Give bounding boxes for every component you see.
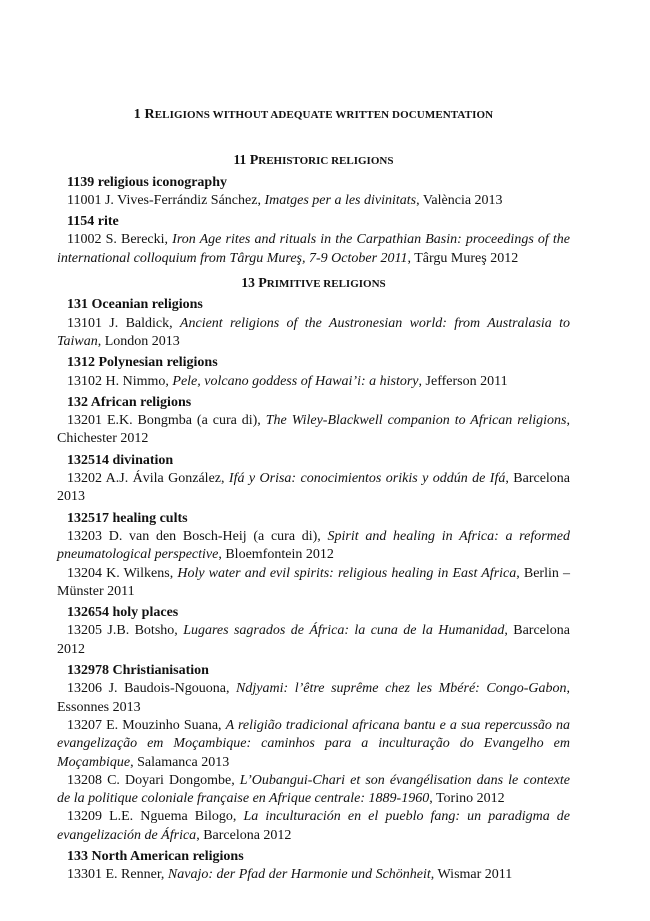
bibliography-entry	[57, 866, 570, 884]
subject-heading: 131 Oceanian religions	[67, 297, 203, 313]
subject-heading: 132 African religions	[67, 394, 192, 410]
section-title-initial: P	[249, 153, 259, 169]
entry-publication: , Chichester 2012	[57, 413, 570, 447]
entry-title: A religião tradicional africana bantu e a sua repercussão na evangelização em Moçambique: caminhos para a inculturação do Evangelho em Moçambique	[57, 717, 570, 770]
entry-publication: , Bloemfontein 2012	[218, 547, 334, 563]
entry-title: Iron Age rites and rituals in the Carpathian Basin: proceedings of the international colloquium from Târgu Mureş, 7-9 October 2011	[57, 232, 570, 266]
bibliography-entry	[57, 528, 570, 565]
subject-heading: 133 North American religions	[67, 848, 244, 864]
entry-author: 13207 E. Mouzinho Suana,	[67, 717, 226, 733]
bibliography-entry	[57, 470, 570, 507]
entry-publication: , València 2013	[416, 192, 503, 208]
entry-title: Ifá y Orisa: conocimientos orikis y oddún de Ifá	[228, 471, 506, 487]
subject-heading: 1154 rite	[67, 214, 119, 230]
sections-container	[57, 151, 570, 884]
chapter-title-initial: R	[144, 107, 155, 122]
entry-publication: , Barcelona 2012	[57, 623, 570, 657]
bibliography-entry	[57, 717, 570, 772]
document-page	[57, 106, 570, 885]
section-title-rest: RIMITIVE RELIGIONS	[266, 278, 386, 291]
entry-title: Spirit and healing in Africa: a reformed pneumatological perspective	[57, 528, 570, 563]
entry-title: La inculturación en el pueblo fang: un paradigma de evangelización de África	[57, 809, 570, 843]
subject-heading: 132654 holy places	[67, 605, 179, 621]
entry-publication: , Essonnes 2013	[57, 681, 571, 715]
entry-title: Ancient religions of the Austronesian world: from Australasia to Taiwan	[57, 315, 570, 349]
subject-heading: 132978 Christianisation	[67, 663, 209, 679]
entry-author: 11002 S. Berecki,	[67, 232, 173, 248]
entry-author: 13208 C. Doyari Dongombe,	[67, 772, 240, 788]
entry-author: 11001 J. Vives-Ferrándiz Sánchez,	[67, 192, 265, 208]
chapter-number: 1	[133, 107, 141, 122]
entry-publication: , Jefferson 2011	[418, 373, 508, 389]
entry-publication: , Barcelona 2012	[196, 827, 292, 843]
subject-heading: 1312 Polynesian religions	[67, 355, 218, 371]
section-title	[57, 151, 570, 170]
entry-publication: , Târgu Mureş 2012	[407, 250, 519, 266]
entry-author: 13301 E. Renner,	[67, 867, 168, 883]
subject-heading: 1139 religious iconography	[67, 174, 227, 190]
entry-author: 13202 A.J. Ávila González,	[67, 471, 229, 487]
subject-heading: 132517 healing cults	[67, 510, 188, 526]
entry-author: 13204 K. Wilkens,	[67, 565, 178, 581]
entry-title: L’Oubangui-Chari et son évangélisation dans le contexte de la politique coloniale française en Afrique centrale: 1889-1960	[57, 772, 570, 807]
entry-title: Ndjyami: l’être suprême chez les Mbéré: Congo-Gabon	[236, 681, 567, 697]
section-number: 11	[233, 152, 247, 168]
subject-heading: 132514 divination	[67, 452, 174, 468]
entry-author: 13206 J. Baudois-Ngouona,	[67, 681, 237, 697]
bibliography-entry	[57, 565, 570, 602]
bibliography-entry	[57, 373, 570, 391]
entry-author: 13205 J.B. Botsho,	[67, 623, 184, 639]
section-title-rest: REHISTORIC RELIGIONS	[258, 155, 394, 168]
bibliography-entry	[57, 808, 570, 845]
entry-author: 13203 D. van den Bosch-Heij (a cura di),	[67, 528, 328, 544]
entry-author: 13201 E.K. Bongmba (a cura di),	[67, 413, 266, 429]
entry-publication: , Torino 2012	[429, 791, 505, 807]
entry-publication: , Barcelona 2013	[57, 471, 571, 505]
chapter-title-rest: ELIGIONS WITHOUT ADEQUATE WRITTEN DOCUMENTATION	[154, 109, 494, 121]
entry-author: 13101 J. Baldick,	[67, 315, 180, 331]
section-title	[57, 274, 570, 293]
section-number: 13	[241, 275, 255, 291]
section-title-initial: P	[258, 276, 267, 292]
bibliography-entry	[57, 772, 570, 809]
entry-title: Pele, volcano goddess of Hawai’i: a history	[172, 373, 419, 389]
chapter-title	[57, 106, 570, 124]
bibliography-entry	[57, 192, 570, 210]
entry-author: 13209 L.E. Nguema Bilogo,	[67, 809, 244, 825]
bibliography-entry	[57, 315, 570, 352]
entry-title: Navajo: der Pfad der Harmonie und Schönheit	[167, 867, 431, 883]
entry-publication: , London 2013	[97, 333, 180, 349]
entry-author: 13102 H. Nimmo,	[67, 373, 173, 389]
bibliography-entry	[57, 622, 570, 659]
bibliography-entry	[57, 680, 570, 717]
entry-title: Lugares sagrados de África: la cuna de la Humanidad	[183, 623, 505, 639]
entry-title: Holy water and evil spirits: religious healing in East Africa	[177, 565, 517, 581]
entry-title: The Wiley-Blackwell companion to African religions	[265, 413, 567, 429]
entry-title: Imatges per a les divinitats	[264, 192, 417, 208]
bibliography-entry	[57, 412, 570, 449]
entry-publication: , Berlin – Münster 2011	[57, 565, 570, 599]
entry-publication: , Wismar 2011	[430, 867, 513, 883]
entry-publication: , Salamanca 2013	[130, 754, 230, 770]
bibliography-entry	[57, 231, 570, 268]
